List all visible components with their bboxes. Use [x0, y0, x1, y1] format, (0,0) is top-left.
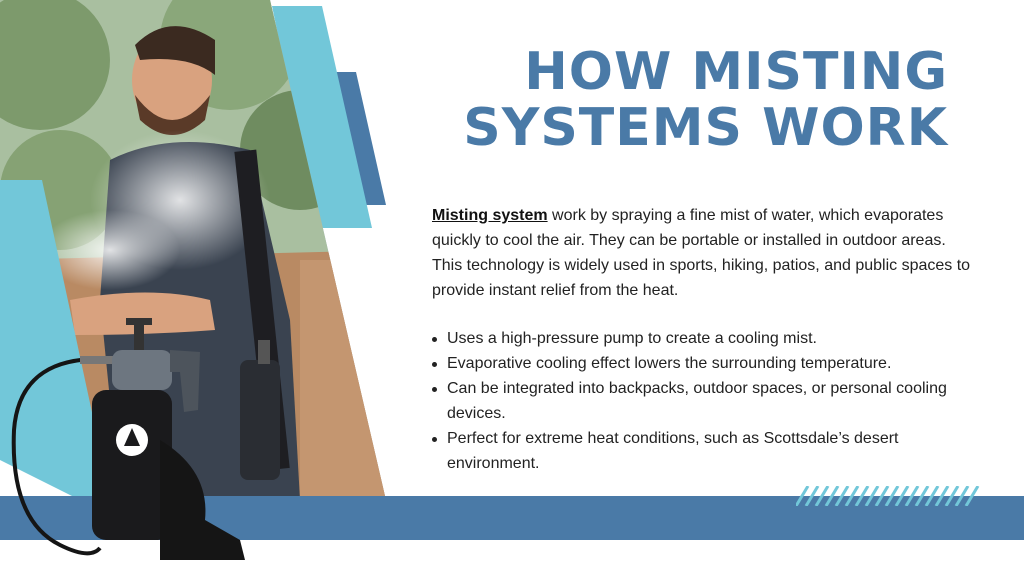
bullet-icon [432, 337, 437, 342]
misting-system-link[interactable]: Misting system [432, 207, 548, 224]
list-item [432, 351, 977, 376]
bullet-icon [432, 387, 437, 392]
decorative-hatch-lines [796, 486, 986, 506]
list-item [432, 376, 977, 426]
bullet-text: Evaporative cooling effect lowers the surrounding temperature. [447, 355, 892, 372]
intro-text: work by spraying a fine mist of water, which evaporates quickly to cool the air. They can be portable or installed in outdoor areas. This technology is widely used in sports, hiking, patios, and public spaces to provide instant relief from the heat. [432, 207, 971, 299]
bullet-text: Uses a high-pressure pump to create a cooling mist. [447, 330, 817, 347]
title-line-2: SYSTEMS WORK [463, 98, 948, 158]
list-item [432, 326, 977, 351]
bullet-icon [432, 362, 437, 367]
list-item [432, 426, 977, 476]
bullet-icon [432, 437, 437, 442]
slide-title [420, 44, 948, 156]
bullet-text: Can be integrated into backpacks, outdoor spaces, or personal cooling devices. [447, 380, 947, 422]
bullet-text: Perfect for extreme heat conditions, such as Scottsdale’s desert environment. [447, 430, 899, 472]
intro-paragraph [432, 203, 977, 303]
title-line-1: HOW MISTING [524, 42, 948, 102]
bullet-list [432, 326, 977, 476]
